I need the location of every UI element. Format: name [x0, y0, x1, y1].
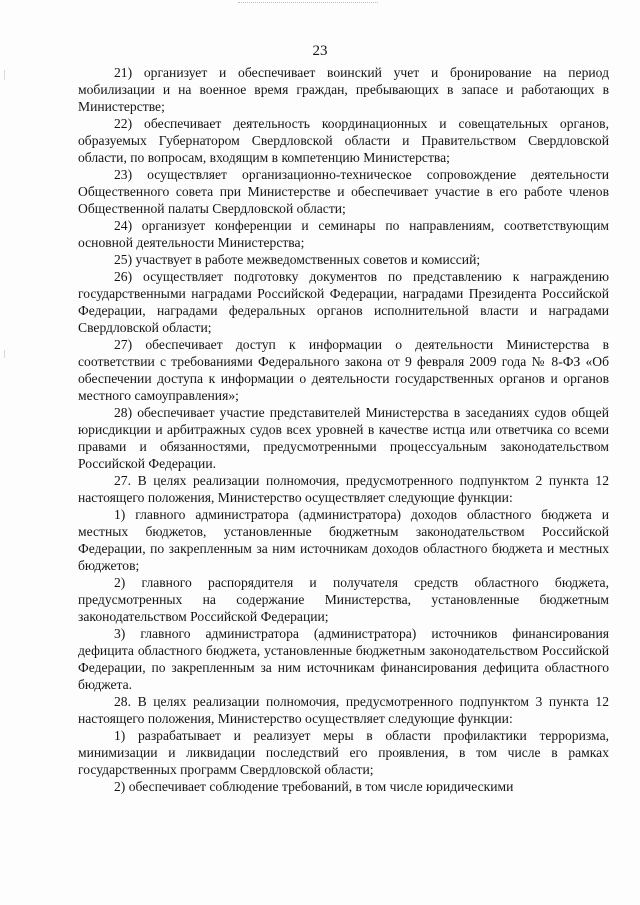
paragraph-item-22: 22) обеспечивает деятельность координационных и совещательных органов, образуемых Губернатором Свердловской области и Правительством Свердловской области, по вопросам, входящим в компетенцию Министерства;: [78, 116, 609, 165]
paragraph-section-28-item-2: 2) обеспечивает соблюдение требований, в том числе юридическими: [114, 779, 514, 794]
paragraph-item-28: 28) обеспечивает участие представителей Министерства в заседаниях судов общей юрисдикции и арбитражных судов всех уровней в качестве истца или ответчика со всеми правами и обязанностями, предусмотренными процессуальным законодательством Российской Федерации.: [78, 405, 609, 471]
paragraph-item-24: 24) организует конференции и семинары по направлениям, соответствующим основной деятельности Министерства;: [78, 218, 609, 250]
paragraph-section-27-item-1: 1) главного администратора (администратора) доходов областного бюджета и местных бюджетов, установленные бюджетным законодательством Российской Федерации, по закрепленным за ним источникам доходов областного бюджета и местных бюджетов;: [78, 507, 609, 573]
paragraph-section-27-item-3: 3) главного администратора (администратора) источников финансирования дефицита областного бюджета, установленные бюджетным законодательством Российской Федерации, по закрепленным за ним источникам финансирования дефицита областного бюджета.: [78, 626, 609, 692]
scan-artifact: [238, 2, 378, 6]
paragraph-section-28-item-1: 1) разрабатывает и реализует меры в области профилактики терроризма, минимизации и ликвидации последствий его проявления, в том числе в рамках государственных программ Свердловской области;: [78, 728, 609, 777]
paragraph-section-28: 28. В целях реализации полномочия, предусмотренного подпунктом 3 пункта 12 настоящего положения, Министерство осуществляет следующие функции:: [78, 694, 609, 726]
paragraph-item-27: 27) обеспечивает доступ к информации о деятельности Министерства в соответствии с требованиями Федерального закона от 9 февраля 2009 года № 8-ФЗ «Об обеспечении доступа к информации о деятельности государственных органов и органов местного самоуправления»;: [78, 337, 609, 403]
document-body: [78, 64, 609, 795]
paragraph-section-27: 27. В целях реализации полномочия, предусмотренного подпунктом 2 пункта 12 настоящего положения, Министерство осуществляет следующие функции:: [78, 473, 609, 505]
paragraph-item-26: 26) осуществляет подготовку документов по представлению к награждению государственными наградами Российской Федерации, наградами Президента Российской Федерации, наградами федеральных органов исполнительной власти и наградами Свердловской области;: [78, 269, 609, 335]
paragraph-item-25: 25) участвует в работе межведомственных советов и комиссий;: [114, 252, 481, 267]
paragraph-item-23: 23) осуществляет организационно-техническое сопровождение деятельности Общественного совета при Министерстве и обеспечивает участие в его работе членов Общественной палаты Свердловской области;: [78, 167, 609, 216]
paragraph-item-21: 21) организует и обеспечивает воинский учет и бронирование на период мобилизации и на военное время граждан, пребывающих в запасе и работающих в Министерстве;: [78, 65, 609, 114]
scan-edge-artifact: [4, 70, 5, 80]
paragraph-section-27-item-2: 2) главного распорядителя и получателя средств областного бюджета, предусмотренных на содержание Министерства, установленные бюджетным законодательством Российской Федерации;: [78, 575, 609, 624]
page-number: 23: [312, 43, 328, 59]
scan-edge-artifact: [4, 350, 5, 358]
